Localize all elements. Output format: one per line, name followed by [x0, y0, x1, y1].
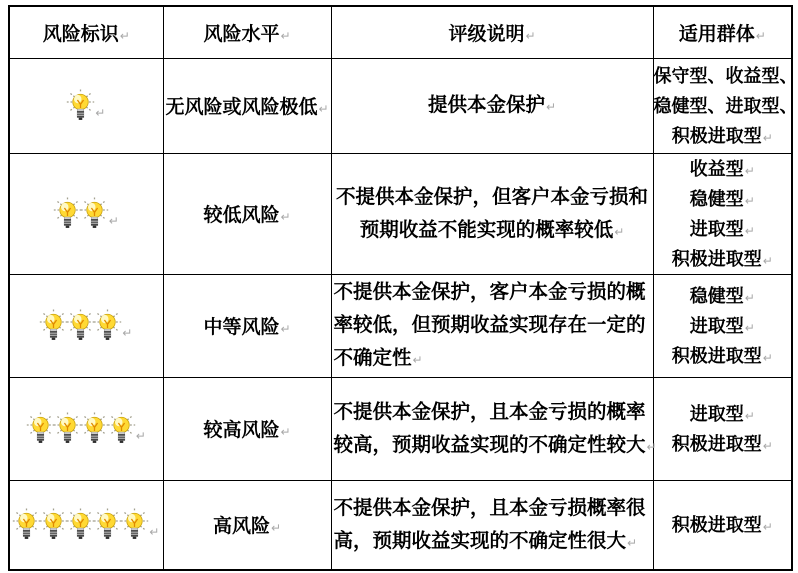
paragraph-mark-icon: ↵: [95, 105, 106, 120]
lightbulb-icon: [107, 412, 136, 446]
group-line: 积极进取型↵: [671, 125, 773, 146]
risk-bulb-group: [10, 508, 163, 542]
lightbulb-icon: [39, 508, 68, 542]
risk-bulb-group: [10, 197, 163, 231]
applicable-groups-cell: [653, 153, 792, 274]
table-row: [9, 274, 792, 377]
lightbulb-icon: [53, 197, 82, 231]
header-label: 评级说明: [448, 23, 525, 45]
description-line: 不提供本金保护，且本金亏损概率很: [333, 496, 646, 519]
applicable-groups-cell: [653, 480, 792, 570]
paragraph-mark-icon: ↵: [646, 439, 657, 454]
description-line: 率较低，但预期收益实现存在一定的: [333, 314, 646, 336]
lightbulb-icon: [66, 89, 95, 123]
paragraph-mark-icon: ↵: [135, 428, 146, 443]
paragraph-mark-icon: ↵: [318, 102, 329, 116]
paragraph-mark-icon: ↵: [122, 325, 133, 340]
description-line: 提供本金保护↵: [427, 94, 557, 116]
risk-icon-cell: [9, 153, 163, 274]
paragraph-mark-icon: ↵: [525, 28, 536, 43]
applicable-groups-cell: [653, 377, 792, 480]
risk-bulb-group: [10, 309, 163, 343]
paragraph-mark-icon: ↵: [545, 100, 557, 114]
description-line: 预期收益不能实现的概率较低↵: [359, 218, 625, 241]
table-row: [9, 153, 792, 274]
header-label: 风险标识: [42, 23, 119, 45]
paragraph-mark-icon: ↵: [762, 519, 773, 534]
risk-level-label: 较高风险: [203, 420, 280, 441]
description-line: 不提供本金保护，客户本金亏损的概: [333, 281, 646, 303]
group-line: 稳健型、进取型、: [653, 95, 798, 116]
paragraph-mark-icon: ↵: [627, 535, 638, 550]
paragraph-mark-icon: ↵: [119, 28, 130, 43]
risk-level-cell: [163, 377, 331, 480]
group-line: 稳健型↵: [689, 188, 755, 209]
risk-icon-cell: [9, 377, 163, 480]
paragraph-mark-icon: ↵: [755, 28, 766, 43]
paragraph-mark-icon: ↵: [744, 408, 755, 423]
paragraph-mark-icon: ↵: [280, 28, 291, 43]
risk-level-cell: [163, 153, 331, 274]
lightbulb-icon: [12, 508, 41, 542]
lightbulb-icon: [53, 412, 82, 446]
group-line: 保守型、收益型、: [653, 65, 798, 86]
paragraph-mark-icon: ↵: [280, 425, 291, 439]
lightbulb-icon: [93, 508, 122, 542]
description-line: 不提供本金保护，且本金亏损的概率: [333, 400, 646, 423]
paragraph-mark-icon: ↵: [270, 521, 282, 536]
risk-level-label: 较低风险: [203, 205, 280, 226]
rating-description-cell: [331, 377, 657, 480]
header-cell-applicable-groups: [653, 6, 792, 58]
risk-level-cell: [163, 58, 331, 153]
risk-rating-table: [8, 5, 798, 571]
paragraph-mark-icon: ↵: [744, 223, 755, 238]
risk-level-cell: [163, 480, 331, 570]
header-cell-risk-icon: [9, 6, 163, 58]
paragraph-mark-icon: ↵: [280, 322, 291, 336]
risk-icon-cell: [9, 480, 163, 570]
group-line: 积极进取型↵: [671, 433, 773, 454]
risk-bulb-group: [10, 412, 163, 446]
description-line: 不提供本金保护，但客户本金亏损和: [335, 185, 648, 208]
paragraph-mark-icon: ↵: [762, 350, 773, 365]
rating-description-cell: [331, 480, 653, 570]
paragraph-mark-icon: ↵: [744, 193, 755, 208]
table-row: [9, 377, 792, 480]
description-line: 较高，预期收益实现的不确定性较大↵: [333, 433, 657, 456]
applicable-groups-cell: [653, 274, 792, 377]
group-line: 积极进取型↵: [671, 345, 773, 366]
risk-bulb-group: [10, 89, 163, 123]
description-line: 不确定性↵: [333, 347, 423, 369]
paragraph-mark-icon: ↵: [744, 320, 755, 335]
risk-icon-cell: [9, 274, 163, 377]
paragraph-mark-icon: ↵: [412, 353, 423, 367]
group-line: 进取型↵: [689, 315, 755, 336]
group-line: 进取型↵: [689, 403, 755, 424]
lightbulb-icon: [66, 508, 95, 542]
paragraph-mark-icon: ↵: [762, 253, 773, 268]
group-line: 收益型↵: [689, 158, 755, 179]
risk-level-cell: [163, 274, 331, 377]
applicable-groups-cell: [653, 58, 798, 153]
lightbulb-icon: [80, 412, 109, 446]
rating-description-cell: [331, 58, 653, 153]
rating-description-cell: [331, 153, 653, 274]
group-line: 积极进取型↵: [671, 514, 773, 535]
paragraph-mark-icon: ↵: [149, 524, 160, 539]
risk-level-label: 无风险或风险极低: [165, 97, 318, 118]
risk-level-label: 高风险: [212, 516, 270, 538]
table-body: [9, 58, 798, 570]
risk-level-label: 中等风险: [203, 317, 280, 338]
lightbulb-icon: [80, 197, 109, 231]
lightbulb-icon: [66, 309, 95, 343]
header-cell-risk-level: [163, 6, 331, 58]
rating-description-cell: [331, 274, 653, 377]
paragraph-mark-icon: ↵: [744, 290, 755, 305]
table-row: [9, 480, 792, 570]
lightbulb-icon: [26, 412, 55, 446]
paragraph-mark-icon: ↵: [280, 210, 291, 224]
lightbulb-icon: [93, 309, 122, 343]
header-label: 适用群体: [678, 23, 755, 45]
paragraph-mark-icon: ↵: [762, 130, 773, 145]
group-line: 进取型↵: [689, 218, 755, 239]
group-line: 积极进取型↵: [671, 248, 773, 269]
risk-icon-cell: [9, 58, 163, 153]
paragraph-mark-icon: ↵: [614, 224, 625, 239]
group-line: 稳健型↵: [689, 285, 755, 306]
lightbulb-icon: [39, 309, 68, 343]
description-line: 高，预期收益实现的不确定性很大↵: [333, 529, 638, 552]
lightbulb-icon: [120, 508, 149, 542]
table-row: [9, 58, 792, 153]
table-header-row: [9, 6, 792, 58]
paragraph-mark-icon: ↵: [762, 438, 773, 453]
paragraph-mark-icon: ↵: [108, 213, 119, 228]
paragraph-mark-icon: ↵: [744, 163, 755, 178]
header-cell-rating-description: [331, 6, 653, 58]
header-label: 风险水平: [203, 23, 280, 45]
